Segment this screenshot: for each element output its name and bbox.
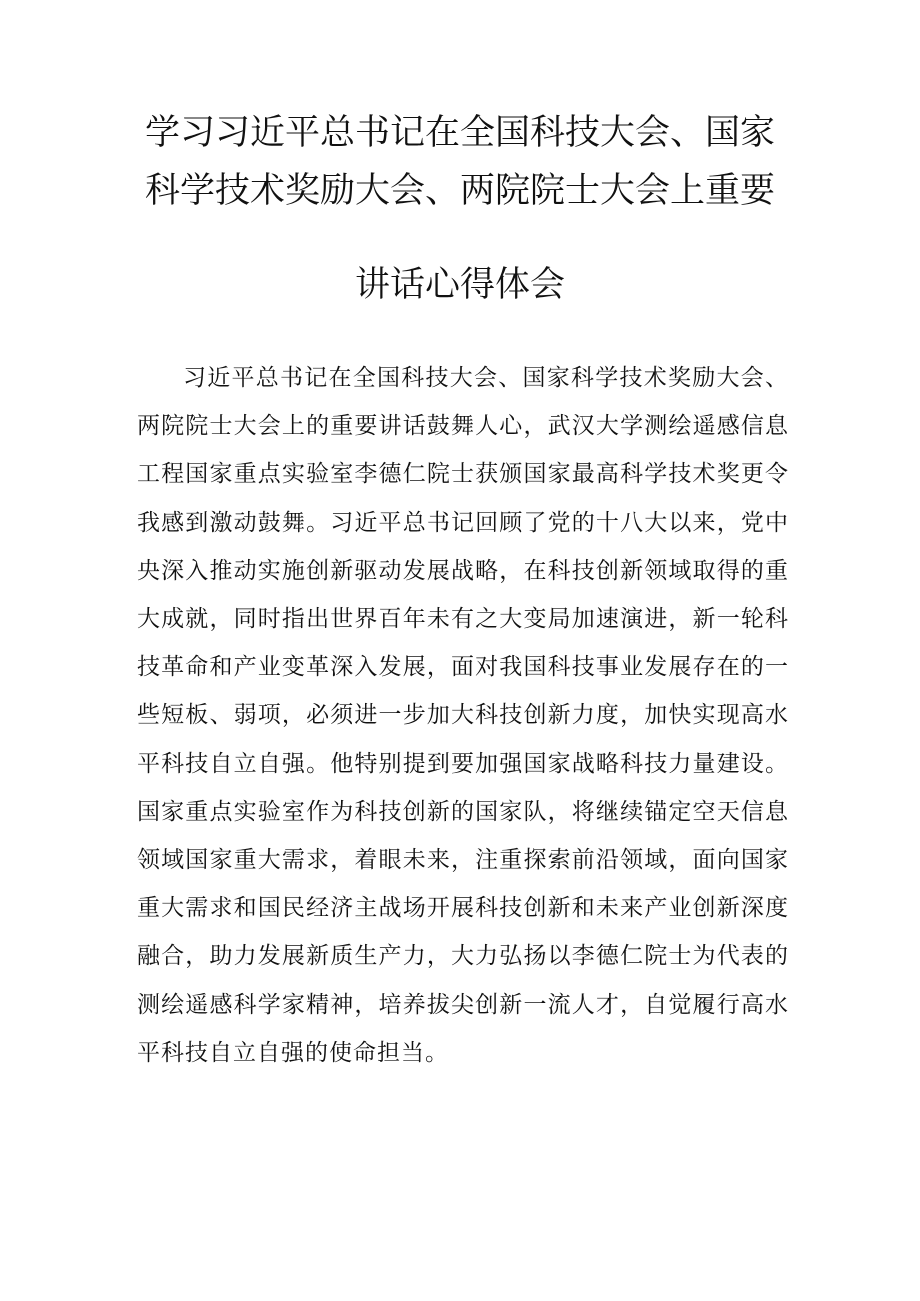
body-paragraph: 习近平总书记在全国科技大会、国家科学技术奖励大会、两院院士大会上的重要讲话鼓舞人心，武汉大学测绘遥感信息工程国家重点实验室李德仁院士获颁国家最高科学技术奖更令我感到激动鼓舞。习近平总书记回顾了党的十八大以来，党中央深入推动实施创新驱动发展战略，在科技创新领域取得的重大成就，同时指出世界百年未有之大变局加速演进，新一轮科技革命和产业变革深入发展，面对我国科技事业发展存在的一些短板、弱项，必须进一步加大科技创新力度，加快实现高水平科技自立自强。他特别提到要加强国家战略科技力量建设。国家重点实验室作为科技创新的国家队，将继续锚定空天信息领域国家重大需求，着眼未来，注重探索前沿领域，面向国家重大需求和国民经济主战场开展科技创新和未来产业创新深度融合，助力发展新质生产力，大力弘扬以李德仁院士为代表的测绘遥感科学家精神，培养拔尖创新一流人才，自觉履行高水平科技自立自强的使命担当。 bbox=[137, 365, 789, 1066]
title-line-3: 讲话心得体会 bbox=[354, 265, 565, 305]
title-line-2: 科学技术奖励大会、两院院士大会上重要 bbox=[144, 171, 775, 211]
document-title bbox=[130, 104, 790, 314]
title-line-1: 学习习近平总书记在全国科技大会、国家 bbox=[144, 113, 775, 153]
